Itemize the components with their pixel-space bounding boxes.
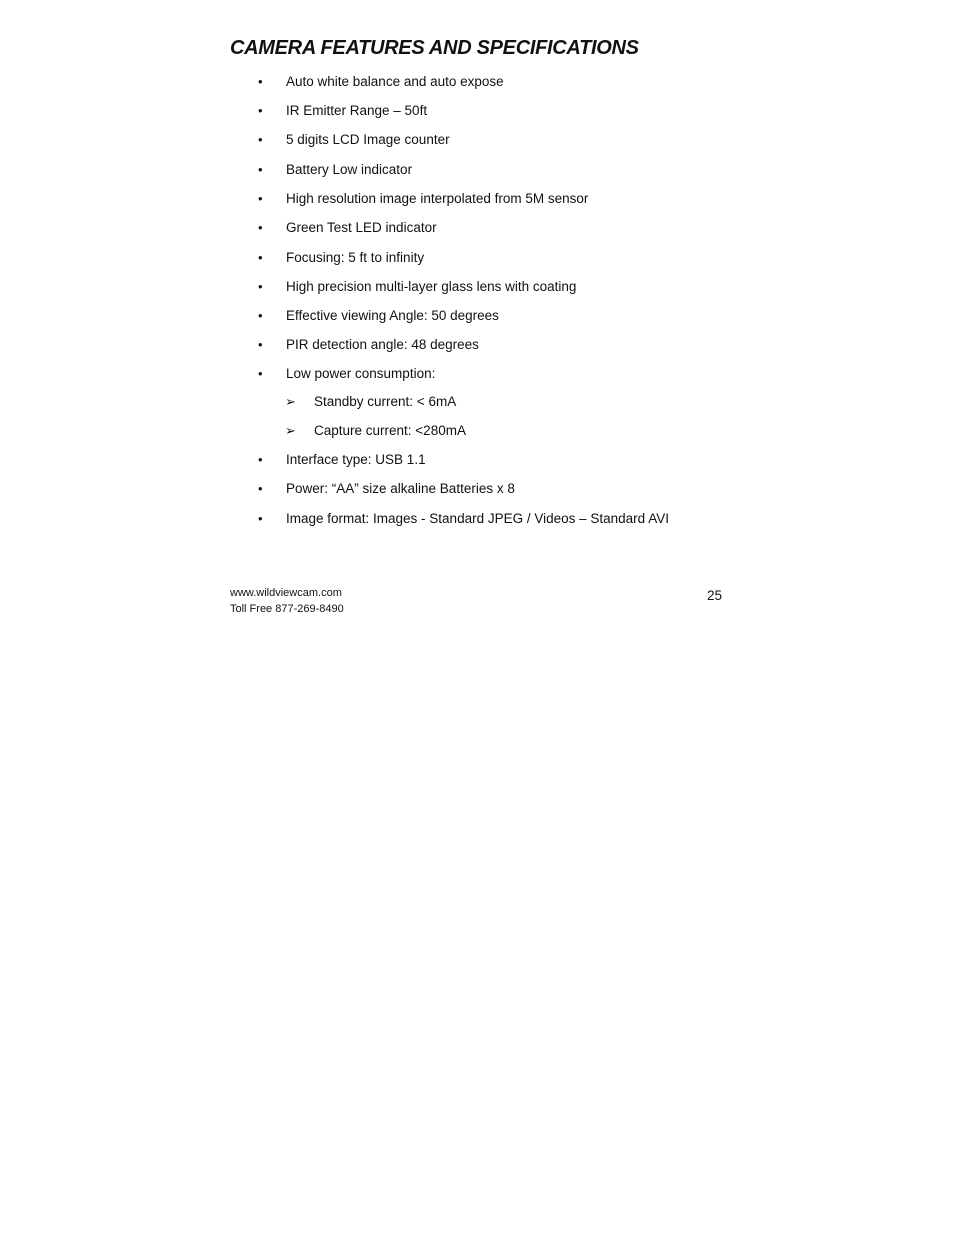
list-item-text: Low power consumption: <box>286 366 436 381</box>
bullet-icon: • <box>258 481 263 496</box>
list-item-text: PIR detection angle: 48 degrees <box>286 337 479 352</box>
bullet-icon: • <box>258 511 263 526</box>
spec-list <box>0 0 954 560</box>
bullet-icon: • <box>258 250 263 265</box>
bullet-icon: • <box>258 162 263 177</box>
arrow-bullet-icon: ➢ <box>285 423 296 438</box>
list-item-text: Green Test LED indicator <box>286 220 437 235</box>
list-item-text: Focusing: 5 ft to infinity <box>286 250 425 265</box>
list-item-text: IR Emitter Range – 50ft <box>286 103 428 118</box>
bullet-icon: • <box>258 279 263 294</box>
bullet-icon: • <box>258 191 263 206</box>
list-item-text: Battery Low indicator <box>286 162 413 177</box>
list-item-text: Image format: Images - Standard JPEG / Videos – Standard AVI <box>286 511 669 526</box>
bullet-icon: • <box>258 366 263 381</box>
footer-phone: Toll Free 877-269-8490 <box>230 602 344 615</box>
page-number: 25 <box>707 588 723 603</box>
page-title: CAMERA FEATURES AND SPECIFICATIONS <box>230 37 639 59</box>
list-item-text: Auto white balance and auto expose <box>286 74 504 89</box>
list-item-text: 5 digits LCD Image counter <box>286 132 450 147</box>
list-item-text: Effective viewing Angle: 50 degrees <box>286 308 499 323</box>
list-item-text: Interface type: USB 1.1 <box>286 452 426 467</box>
bullet-icon: • <box>258 337 263 352</box>
sub-list-item-text: Capture current: <280mA <box>314 423 466 438</box>
bullet-icon: • <box>258 132 263 147</box>
bullet-icon: • <box>258 452 263 467</box>
bullet-icon: • <box>258 220 263 235</box>
list-item-text: Power: “AA” size alkaline Batteries x 8 <box>286 481 515 496</box>
footer-contact <box>230 586 344 617</box>
bullet-icon: • <box>258 308 263 323</box>
list-item-text: High resolution image interpolated from 5M sensor <box>286 191 589 206</box>
bullet-icon: • <box>258 103 263 118</box>
sub-list-item-text: Standby current: < 6mA <box>314 394 457 409</box>
list-item-text: High precision multi-layer glass lens with coating <box>286 279 577 294</box>
footer-website: www.wildviewcam.com <box>230 587 342 599</box>
arrow-bullet-icon: ➢ <box>285 394 296 409</box>
bullet-icon: • <box>258 74 263 89</box>
